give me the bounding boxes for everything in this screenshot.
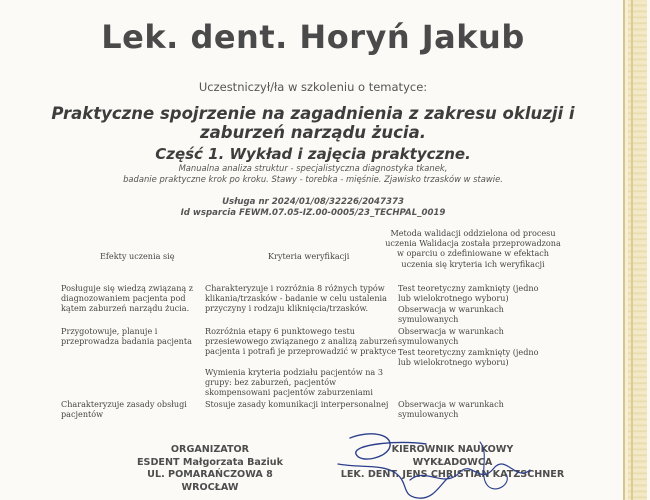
signature-image [330, 424, 580, 500]
course-title-line: zaburzeń narządu żucia. [200, 123, 426, 142]
table-cell-effect: Posługuje się wiedzą związaną z diagnozowaniem pacjenta pod kątem zaburzeń narządu żucia. [61, 283, 194, 314]
scientific-lead-heading: KIEROWNIK NAUKOWY [391, 444, 514, 455]
table-cell-method: Obserwacja w warunkach symulowanych [398, 399, 504, 420]
service-number: Usługa nr 2024/01/08/32226/2047373 [222, 197, 404, 207]
table-cell-method: Test teoretyczny zamknięty (jedno lub wielokrotnego wyboru) [398, 283, 539, 304]
table-cell-criteria: Charakteryzuje i rozróżnia 8 różnych typów klikania/trzasków - badanie w celu ustalenia przyczyny i rodzaju kliknięcia/trzasków. [205, 283, 387, 314]
table-cell-effect: Przygotowuje, planuje i przeprowadza badania pacjenta [61, 326, 192, 347]
table-cell-effect: Charakteryzuje zasady obsługi pacjentów [61, 399, 187, 420]
table-cell-criteria: Stosuje zasady komunikacji interpersonalnej [205, 399, 389, 409]
table-cell-method: Obserwacja w warunkach symulowanych [398, 304, 504, 325]
scientific-lead-role: WYKŁADOWCA [412, 456, 493, 468]
table-header-criteria: Kryteria weryfikacji [268, 251, 350, 261]
topics-line: Manualna analiza struktur - specjalistyczna diagnostyka tkanek, [178, 163, 448, 173]
topics-line: badanie praktyczne krok po kroku. Stawy - torebka - mięśnie. Zjawisko trzasków w stawie. [123, 174, 503, 184]
decorative-border [623, 0, 647, 500]
organizer-heading: ORGANIZATOR [170, 444, 250, 455]
course-title [40, 104, 586, 142]
table-cell-criteria: Wymienia kryteria podziału pacjentów na 3 grupy: bez zaburzeń, pacjentów skompensowani pacjentów zaburzeniami [205, 367, 383, 398]
organizer-street: UL. POMARAŃCZOWA 8 [147, 469, 273, 480]
table-header-effects: Efekty uczenia się [100, 251, 175, 261]
course-title-line: Praktyczne spojrzenie na zagadnienia z zakresu okluzji i [51, 104, 575, 123]
table-cell-method: Obserwacja w warunkach symulowanych [398, 326, 504, 347]
table-cell-method: Test teoretyczny zamknięty (jedno lub wielokrotnego wyboru) [398, 347, 539, 368]
participant-name: Lek. dent. Horyń Jakub [101, 18, 525, 56]
intro-line: Uczestniczył/ła w szkoleniu o tematyce: [198, 80, 428, 94]
course-topics [60, 163, 566, 185]
course-part: Część 1. Wykład i zajęcia praktyczne. [155, 145, 471, 163]
support-id: Id wsparcia FEWM.07.05-IZ.00-0005/23_TECHPAL_0019 [180, 208, 446, 218]
organizer-block [110, 444, 310, 494]
organizer-city: WROCŁAW [181, 481, 239, 493]
service-info [0, 197, 626, 219]
organizer-name: ESDENT Małgorzata Baziuk [137, 456, 283, 468]
table-cell-criteria: Rozróżnia etapy 6 punktowego testu przesiewowego związanego z analizą zaburzeń pacjenta i potrafi je przeprowadzić w praktyce [205, 326, 398, 357]
table-header-method: Metoda walidacji oddzielona od procesu uczenia Walidacja została przeprowadzona w oparciu o zdefiniowane w efektach uczenia się kryteria ich weryfikacji [385, 228, 561, 269]
scientific-lead-name: LEK. DENT. JENS CHRISTIAN KATZSCHNER [340, 469, 565, 480]
